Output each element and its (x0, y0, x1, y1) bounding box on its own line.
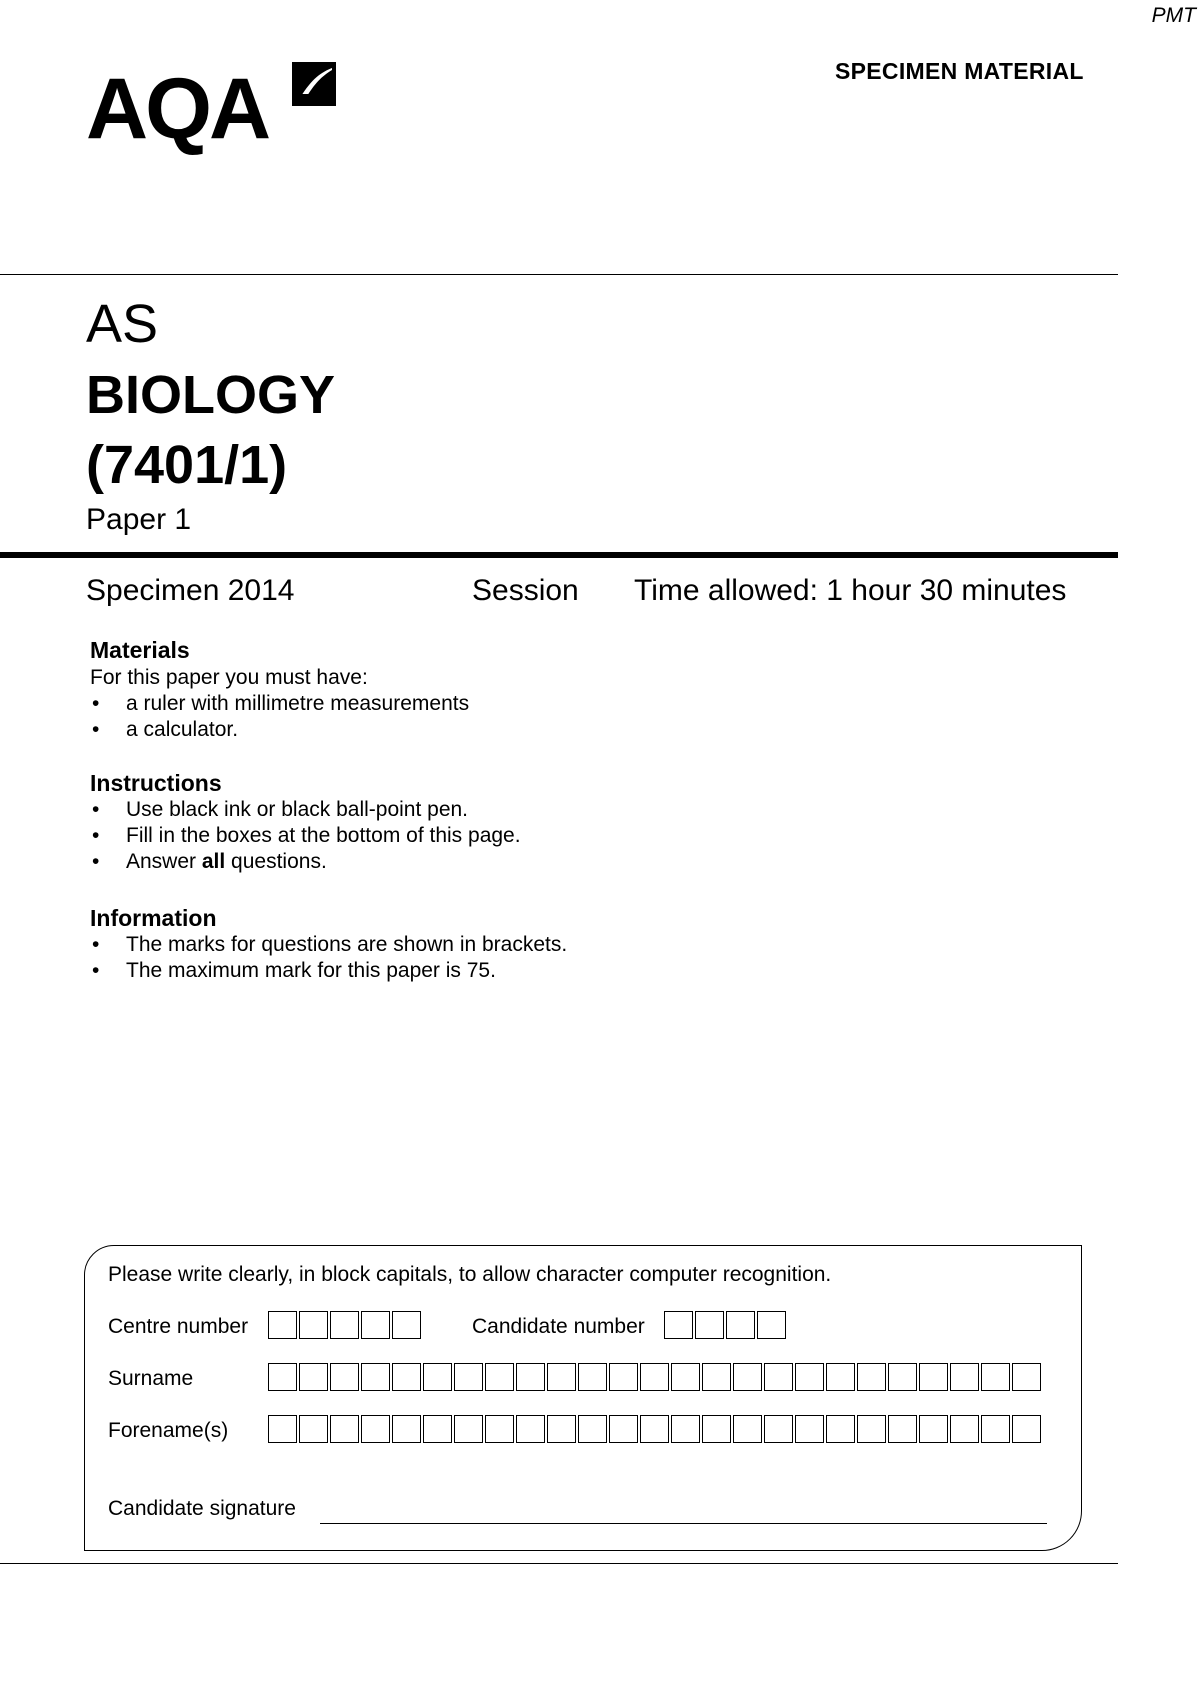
instructions-item: Fill in the boxes at the bottom of this page. (126, 824, 521, 847)
forename-boxes[interactable] (268, 1415, 1043, 1443)
character-box[interactable] (857, 1363, 886, 1391)
character-box[interactable] (733, 1363, 762, 1391)
bullet: • (92, 959, 100, 982)
aqa-logo-mark-icon (286, 56, 342, 112)
bottom-divider (0, 1563, 1118, 1564)
character-box[interactable] (609, 1363, 638, 1391)
character-box[interactable] (392, 1363, 421, 1391)
aqa-logo-text: AQA (86, 61, 269, 157)
character-box[interactable] (485, 1415, 514, 1443)
character-box[interactable] (392, 1415, 421, 1443)
aqa-logo (86, 56, 346, 157)
character-box[interactable] (361, 1415, 390, 1443)
specimen-label: SPECIMEN MATERIAL (835, 58, 1084, 84)
subject-code: (7401/1) (86, 435, 288, 495)
information-item: The maximum mark for this paper is 75. (126, 959, 496, 982)
character-box[interactable] (268, 1363, 297, 1391)
session-label: Session (472, 574, 579, 607)
surname-boxes[interactable] (268, 1363, 1043, 1391)
bullet: • (92, 933, 100, 956)
materials-intro: For this paper you must have: (90, 666, 368, 689)
signature-label: Candidate signature (108, 1497, 296, 1520)
character-box[interactable] (299, 1311, 328, 1339)
materials-title: Materials (90, 637, 190, 663)
character-box[interactable] (919, 1363, 948, 1391)
bullet: • (92, 850, 100, 873)
character-box[interactable] (485, 1363, 514, 1391)
centre-number-label: Centre number (108, 1315, 249, 1338)
character-box[interactable] (330, 1415, 359, 1443)
character-box[interactable] (664, 1311, 693, 1339)
character-box[interactable] (516, 1363, 545, 1391)
character-box[interactable] (950, 1415, 979, 1443)
character-box[interactable] (795, 1415, 824, 1443)
top-divider (0, 274, 1118, 275)
signature-line[interactable] (320, 1523, 1047, 1524)
character-box[interactable] (640, 1415, 669, 1443)
character-box[interactable] (950, 1363, 979, 1391)
character-box[interactable] (764, 1363, 793, 1391)
instructions-answer-all (126, 851, 327, 872)
thick-divider (0, 552, 1118, 558)
subject-title: BIOLOGY (86, 365, 336, 425)
information-title: Information (90, 905, 217, 931)
character-box[interactable] (640, 1363, 669, 1391)
character-box[interactable] (671, 1415, 700, 1443)
character-box[interactable] (423, 1415, 452, 1443)
surname-label: Surname (108, 1367, 194, 1390)
bullet: • (92, 798, 100, 821)
character-box[interactable] (361, 1363, 390, 1391)
character-box[interactable] (888, 1415, 917, 1443)
materials-item: a calculator. (126, 718, 239, 741)
character-box[interactable] (547, 1363, 576, 1391)
character-box[interactable] (609, 1415, 638, 1443)
character-box[interactable] (826, 1363, 855, 1391)
materials-item: a ruler with millimetre measurements (126, 692, 470, 715)
character-box[interactable] (826, 1415, 855, 1443)
character-box[interactable] (795, 1363, 824, 1391)
character-box[interactable] (516, 1415, 545, 1443)
instructions-title: Instructions (90, 770, 222, 796)
character-box[interactable] (330, 1311, 359, 1339)
candidate-number-label: Candidate number (472, 1315, 645, 1338)
character-box[interactable] (547, 1415, 576, 1443)
character-box[interactable] (299, 1415, 328, 1443)
information-item: The marks for questions are shown in brackets. (126, 933, 568, 956)
form-intro: Please write clearly, in block capitals, to allow character computer recognition. (108, 1263, 832, 1286)
answer-suffix: questions. (225, 850, 327, 873)
character-box[interactable] (764, 1415, 793, 1443)
bullet: • (92, 824, 100, 847)
candidate-number-boxes[interactable] (664, 1311, 788, 1339)
character-box[interactable] (423, 1363, 452, 1391)
time-allowed: Time allowed: 1 hour 30 minutes (634, 574, 1067, 607)
character-box[interactable] (268, 1415, 297, 1443)
character-box[interactable] (1012, 1363, 1041, 1391)
character-box[interactable] (1012, 1415, 1041, 1443)
paper-number: Paper 1 (86, 503, 192, 536)
character-box[interactable] (361, 1311, 390, 1339)
character-box[interactable] (702, 1363, 731, 1391)
character-box[interactable] (981, 1363, 1010, 1391)
character-box[interactable] (299, 1363, 328, 1391)
character-box[interactable] (330, 1363, 359, 1391)
bullet: • (92, 718, 100, 741)
character-box[interactable] (578, 1415, 607, 1443)
character-box[interactable] (857, 1415, 886, 1443)
character-box[interactable] (392, 1311, 421, 1339)
specimen-year: Specimen 2014 (86, 574, 295, 607)
character-box[interactable] (454, 1363, 483, 1391)
answer-prefix: Answer (126, 850, 202, 873)
watermark: PMT (1151, 4, 1196, 27)
character-box[interactable] (981, 1415, 1010, 1443)
instructions-item: Use black ink or black ball-point pen. (126, 798, 469, 821)
answer-bold: all (201, 850, 226, 873)
character-box[interactable] (733, 1415, 762, 1443)
character-box[interactable] (919, 1415, 948, 1443)
character-box[interactable] (888, 1363, 917, 1391)
character-box[interactable] (578, 1363, 607, 1391)
character-box[interactable] (702, 1415, 731, 1443)
character-box[interactable] (726, 1311, 755, 1339)
forename-label: Forename(s) (108, 1419, 229, 1442)
centre-number-boxes[interactable] (268, 1311, 423, 1339)
qualification-level: AS (86, 294, 159, 354)
character-box[interactable] (757, 1311, 786, 1339)
character-box[interactable] (454, 1415, 483, 1443)
character-box[interactable] (671, 1363, 700, 1391)
character-box[interactable] (695, 1311, 724, 1339)
bullet: • (92, 692, 100, 715)
character-box[interactable] (268, 1311, 297, 1339)
